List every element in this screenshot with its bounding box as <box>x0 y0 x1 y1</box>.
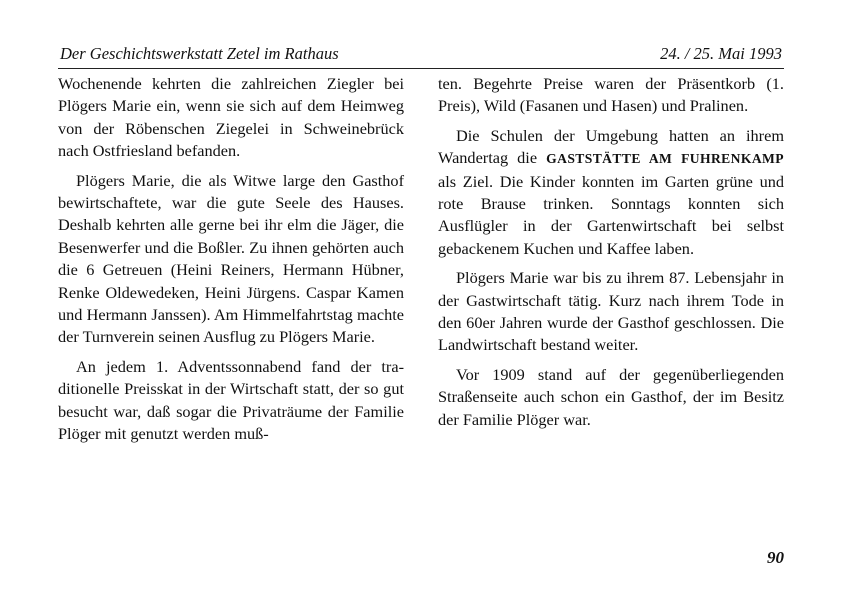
header-title: Der Geschichtswerkstatt Zetel im Rathaus <box>60 44 339 63</box>
running-header <box>58 42 784 69</box>
paragraph-text: als Ziel. Die Kinder konnten im Garten grüne und rote Brause trinken. Sonntags konnten sich Ausflügler in der Gartenwirtschaft bei selbst gebackenem Kuchen und Kaffee laben. <box>438 171 784 258</box>
paragraph: Plögers Marie, die als Witwe large den Gasthof bewirtschaftete, war die gute Seele des Hauses. Deshalb kehrten alle gerne bei ihr elm die Jäger, die Besenwerfer und die Boßler. Zu ihnen gehörten auch die 6 Getreuen (Heini Reiners, Hermann Hübner, Renke Oldewedeken, Heini Jürgens. Caspar Kamen und Hermann Janssen). Am Himmelfahrtstag machte der Turnverein seinen Ausflug zu Plögers Marie. <box>58 170 404 347</box>
text-column-left <box>58 73 404 453</box>
paragraph: An jedem 1. Adventssonnabend fand der traditionelle Preisskat in der Wirtschaft statt, der so gut besucht war, daß sogar die Privaträume der Familie Plöger mit genutzt werden muß- <box>58 356 404 444</box>
paragraph: Vor 1909 stand auf der gegenüberliegenden Straßenseite auch schon ein Gasthof, der im Besitz der Familie Plöger war. <box>438 364 784 429</box>
header-date: 24. / 25. Mai 1993 <box>660 44 782 63</box>
paragraph: ten. Begehrte Preise waren der Präsentkorb (1. Preis), Wild (Fasanen und Hasen) und Pralinen. <box>438 74 784 116</box>
paragraph-with-inn-name <box>438 125 784 260</box>
text-column-right <box>438 73 784 438</box>
paragraph: Wochenende kehrten die zahlreichen Ziegler bei Plögers Marie ein, wenn sie sich auf dem Heimweg von der Röbenschen Ziegelei in Schweinebrück nach Ostfriesland befanden. <box>58 74 404 161</box>
inn-name: GASTSTÄTTE AM FUHRENKAMP <box>546 151 784 167</box>
paragraph-text: Die Schulen der Umgebung hatten an ihrem Wandertag die <box>438 125 784 168</box>
paragraph: Plögers Marie war bis zu ihrem 87. Lebensjahr in der Gastwirtschaft tätig. Kurz nach ihrem Tode in den 60er Jahren wurde der Gasthof geschlossen. Die Landwirtschaft bestand weiter. <box>438 268 784 355</box>
page-number: 90 <box>767 548 784 567</box>
